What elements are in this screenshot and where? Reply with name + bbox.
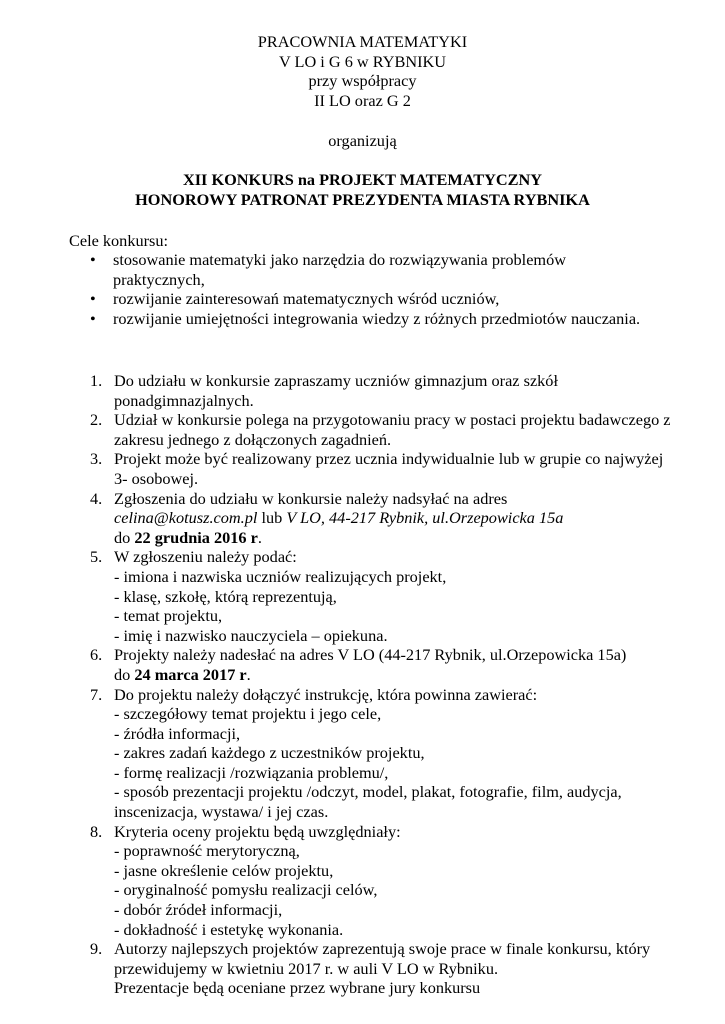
- sub-item: - imię i nazwisko nauczyciela – opiekuna.: [114, 625, 388, 645]
- sub-item: - klasę, szkołę, którą reprezentują,: [114, 586, 337, 606]
- list-item: [90, 250, 650, 289]
- rule-number: 9.: [90, 939, 103, 959]
- rule-item-1: [90, 371, 680, 410]
- rule-number: 2.: [90, 410, 103, 430]
- title-line-2: HONOROWY PATRONAT PREZYDENTA MIASTA RYBNIKA: [135, 189, 590, 209]
- rule-item-5: [90, 547, 680, 645]
- rule-number: 3.: [90, 449, 103, 469]
- rule-text: Zgłoszenia do udziału w konkursie należy nadsyłać na adres: [114, 488, 508, 508]
- goal-text: stosowanie matematyki jako narzędzia do rozwiązywania problemów praktycznych,: [113, 250, 566, 289]
- sub-item: - oryginalność pomysłu realizacji celów,: [114, 880, 378, 900]
- contact-email: celina@kotusz.com.pl: [114, 508, 258, 528]
- organizer-header: [0, 32, 725, 110]
- header-line-3: przy współpracy: [308, 71, 417, 91]
- rule-extra-text: Prezentacje będą oceniane przez wybrane jury konkursu: [114, 978, 481, 998]
- rule-item-7: [90, 685, 680, 822]
- rule-number: 8.: [90, 821, 103, 841]
- rules-list: [90, 371, 680, 998]
- header-line-1: PRACOWNIA MATEMATYKI: [257, 32, 468, 51]
- deadline-end: .: [257, 527, 262, 547]
- title-line-1: XII KONKURS na PROJEKT MATEMATYCZNY: [182, 170, 543, 189]
- or-word: lub: [257, 508, 287, 528]
- rule-text: Autorzy najlepszych projektów zaprezentują swoje prace w finale konkursu, który przewidujemy w kwietniu 2017 r. w auli V LO w Rybniku.: [114, 939, 651, 978]
- contest-title: [0, 170, 725, 209]
- deadline-prefix: do: [114, 527, 135, 547]
- rule-text: W zgłoszeniu należy podać:: [114, 547, 297, 567]
- rule-number: 7.: [90, 684, 103, 704]
- organizers-verb: organizują: [328, 131, 397, 150]
- deadline-end: .: [246, 664, 251, 684]
- goals-list: [90, 250, 650, 328]
- rule-number: 1.: [90, 371, 103, 390]
- sub-item: - formę realizacji /rozwiązania problemu/,: [114, 762, 389, 782]
- rule-number: 4.: [90, 488, 103, 508]
- list-item: [90, 289, 650, 309]
- rule-text: Projekty należy nadesłać na adres V LO (44-217 Rybnik, ul.Orzepowicka 15a): [114, 645, 627, 665]
- rule-text: Do projektu należy dołączyć instrukcję, która powinna zawierać:: [114, 684, 538, 704]
- sub-item: - poprawność merytoryczną,: [114, 841, 300, 861]
- rule-number: 5.: [90, 547, 103, 567]
- rule-text: Do udziału w konkursie zapraszamy uczniów gimnazjum oraz szkół ponadgimnazjalnych.: [114, 371, 558, 410]
- sub-item: - sposób prezentacji projektu /odczyt, model, plakat, fotografie, film, audycja, inscenizacja, wystawa/ i jej czas.: [114, 782, 622, 822]
- rule-item-3: [90, 449, 680, 488]
- list-item: [90, 309, 650, 329]
- rule-item-8: [90, 822, 680, 940]
- postal-address: V LO, 44-217 Rybnik, ul.Orzepowicka 15a: [286, 508, 564, 528]
- sub-item: - zakres zadań każdego z uczestników projektu,: [114, 743, 425, 763]
- rule-text: Kryteria oceny projektu będą uwzględniały:: [114, 821, 401, 841]
- sub-item: - dobór źródeł informacji,: [114, 900, 283, 920]
- header-line-2: V LO i G 6 w RYBNIKU: [278, 51, 447, 71]
- goal-text: rozwijanie umiejętności integrowania wiedzy z różnych przedmiotów nauczania.: [113, 308, 641, 328]
- sub-item: - szczegółowy temat projektu i jego cele,: [114, 704, 382, 724]
- sub-item: - dokładność i estetykę wykonania.: [114, 919, 344, 939]
- rule-item-2: [90, 410, 680, 449]
- bullet-icon: •: [90, 250, 96, 269]
- sub-item: - źródła informacji,: [114, 723, 241, 743]
- header-line-4: II LO oraz G 2: [314, 90, 411, 110]
- goals-heading: Cele konkursu:: [69, 231, 169, 250]
- rule-item-9: [90, 939, 680, 998]
- rule-item-4: [90, 489, 680, 548]
- deadline-prefix: do: [114, 664, 135, 684]
- sub-item: - jasne określenie celów projektu,: [114, 860, 334, 880]
- deadline-date: 24 marca 2017 r: [134, 664, 247, 684]
- rule-text: Projekt może być realizowany przez ucznia indywidualnie lub w grupie co najwyżej 3- osobowej.: [114, 449, 664, 488]
- bullet-icon: •: [90, 308, 96, 328]
- goal-text: rozwijanie zainteresowań matematycznych wśród uczniów,: [113, 289, 500, 309]
- sub-item: - imiona i nazwiska uczniów realizujących projekt,: [114, 566, 447, 586]
- rule-item-6: [90, 645, 680, 684]
- deadline-date: 22 grudnia 2016 r: [134, 527, 258, 547]
- rule-number: 6.: [90, 645, 103, 665]
- sub-item: - temat projektu,: [114, 606, 223, 626]
- rule-text: Udział w konkursie polega na przygotowaniu pracy w postaci projektu badawczego z zakresu jednego z dołączonych zagadnień.: [114, 410, 671, 449]
- bullet-icon: •: [90, 289, 96, 309]
